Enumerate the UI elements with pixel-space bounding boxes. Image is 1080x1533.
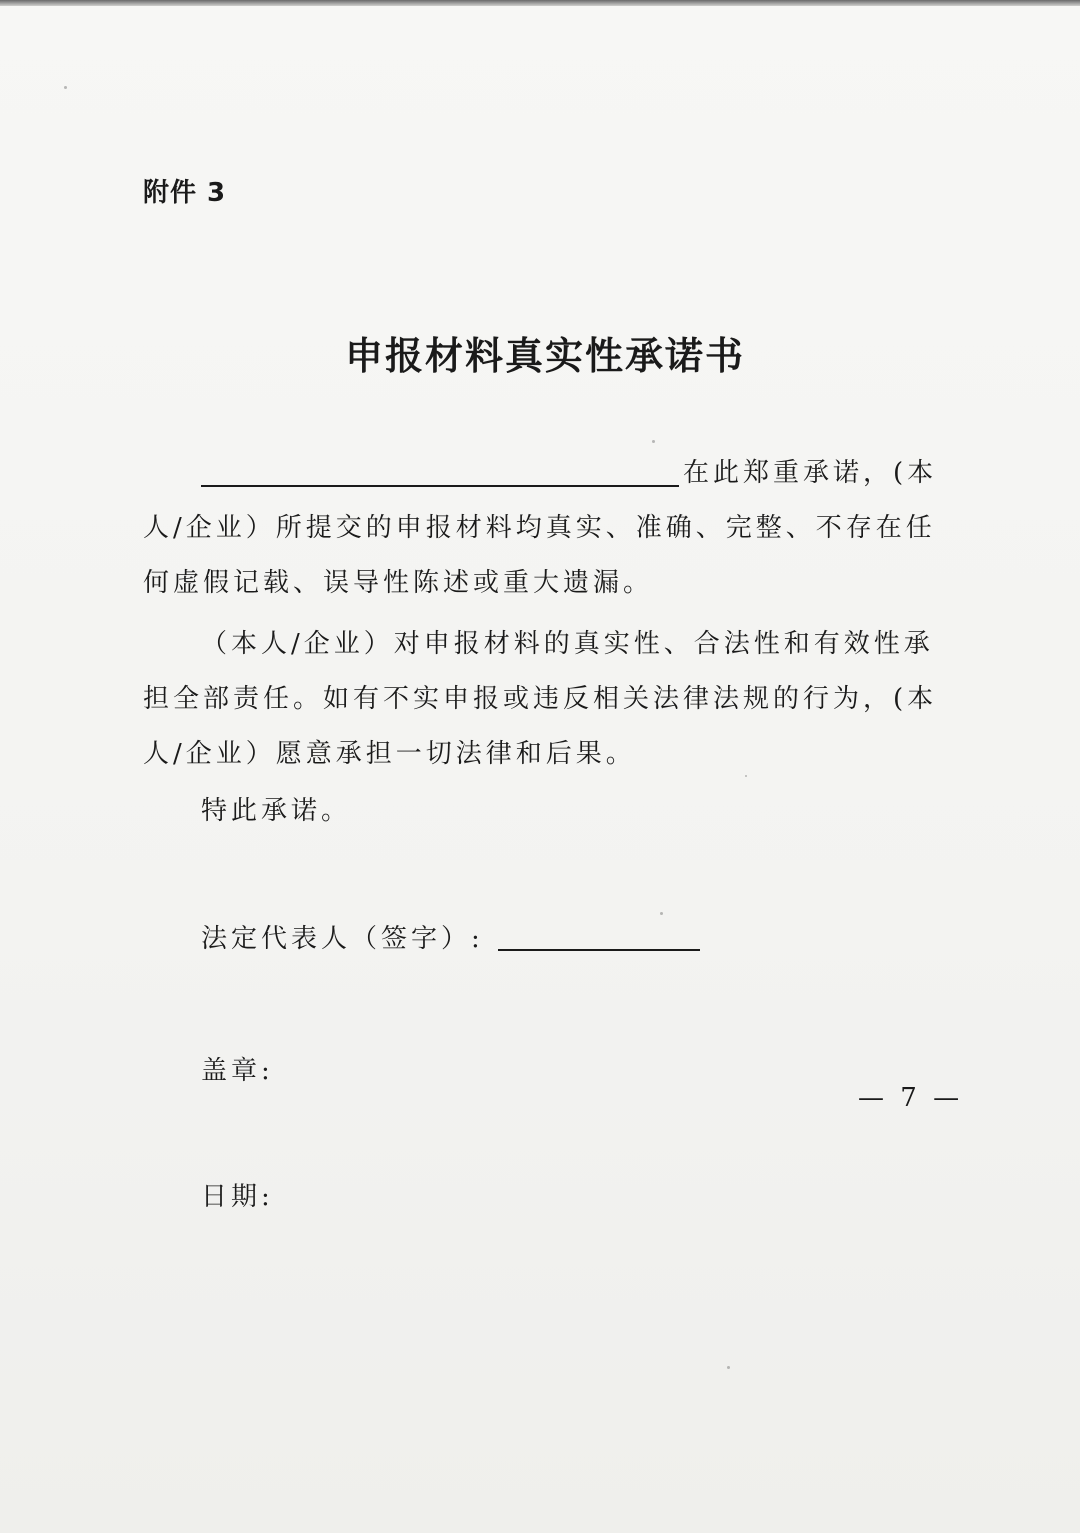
paper-speck bbox=[652, 440, 655, 443]
paper-top-edge bbox=[0, 0, 1080, 6]
paper-speck bbox=[64, 86, 67, 89]
page-number: — 7 — bbox=[858, 1083, 964, 1113]
signature-line bbox=[498, 919, 700, 951]
paragraph-commitment bbox=[143, 446, 943, 611]
document-title: 申报材料真实性承诺书 bbox=[344, 334, 745, 378]
paper-speck bbox=[727, 1366, 730, 1369]
seal-label: 盖章: bbox=[201, 1056, 274, 1086]
signature-field bbox=[201, 918, 700, 955]
paper-speck bbox=[745, 775, 747, 777]
date-label: 日期: bbox=[201, 1182, 274, 1212]
paper-speck bbox=[660, 912, 663, 915]
seal-field bbox=[201, 1050, 274, 1087]
closing-statement: 特此承诺。 bbox=[201, 796, 352, 826]
name-blank-line bbox=[201, 451, 679, 487]
paragraph-responsibility bbox=[143, 617, 943, 782]
paragraph-2-text: （本人/企业）对申报材料的真实性、合法性和有效性承担全部责任。如有不实申报或违反相关法律法规的行为，(本人/企业）愿意承担一切法律和后果。 bbox=[143, 629, 938, 769]
signature-label: 法定代表人（签字）: bbox=[201, 924, 484, 954]
paragraph-1-text: 在此郑重承诺，(本人/企业）所提交的申报材料均真实、准确、完整、不存在任何虚假记载、误导性陈述或重大遗漏。 bbox=[143, 458, 938, 598]
attachment-label: 附件 3 bbox=[143, 178, 227, 208]
date-field bbox=[201, 1176, 274, 1213]
